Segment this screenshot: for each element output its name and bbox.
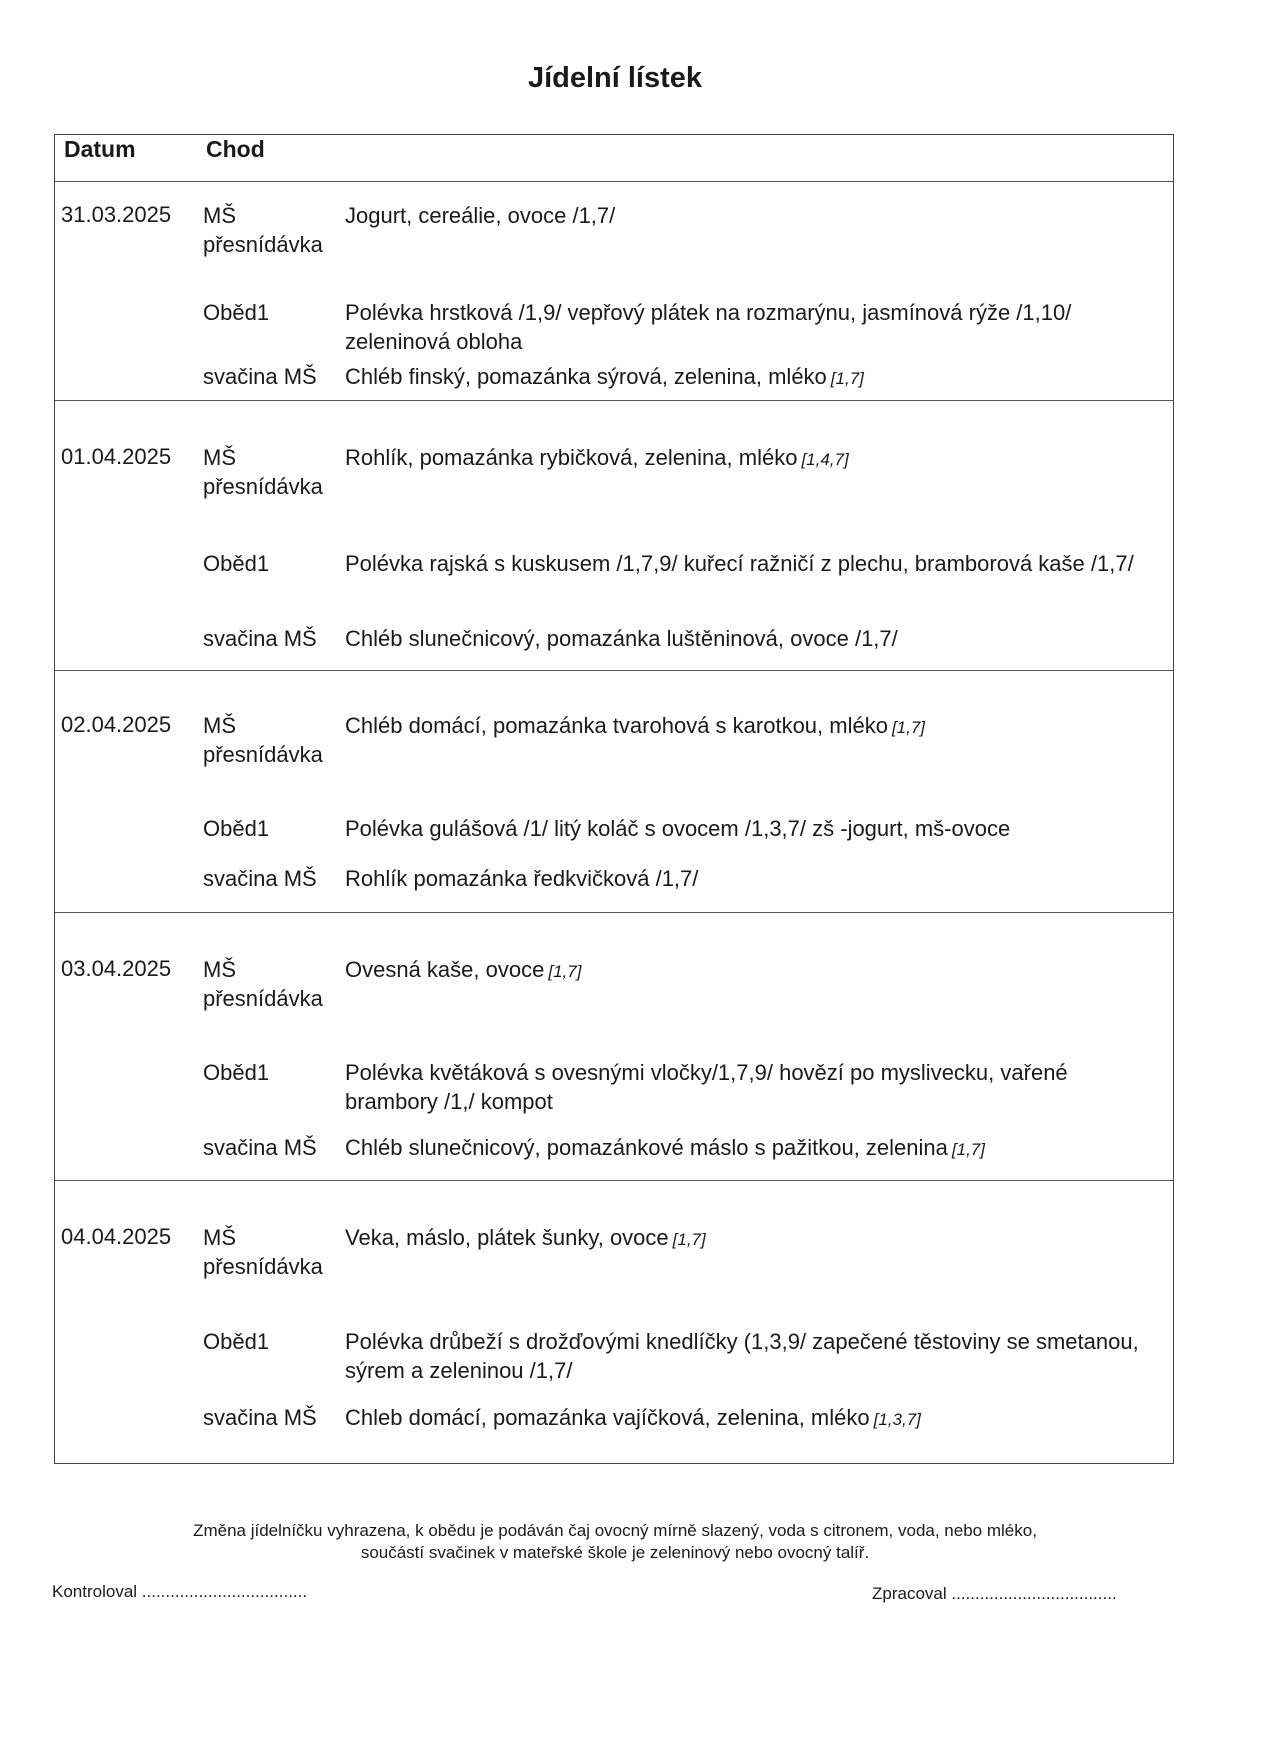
lunch-dish: Polévka gulášová /1/ litý koláč s ovocem /1,3,7/ zš -jogurt, mš-ovoce [345,816,1011,841]
allergen-note: [1,4,7] [801,450,849,469]
allergen-note: [1,7] [548,962,582,981]
course-snack-label: MŠ přesnídávka [203,713,323,767]
table-header [55,135,1173,182]
header-date: Datum [64,136,136,162]
course-snack-label: MŠ přesnídávka [203,1225,323,1279]
snack-dish [345,711,1155,742]
snack-dish [345,443,1155,474]
day-date: 01.04.2025 [61,444,172,469]
course-lunch-label: Oběd1 [203,1329,270,1354]
allergen-note: [1,7] [672,1230,706,1249]
day-row [55,181,1173,401]
lunch-dish: Polévka hrstková /1,9/ vepřový plátek na rozmarýnu, jasmínová rýže /1,10/ zeleninová obloha [345,300,1072,354]
afternoon-dish [345,624,1155,655]
dish-text: Chléb domácí, pomazánka tvarohová s karotkou, mléko [345,713,888,738]
afternoon-dish [345,864,1155,895]
header-course: Chod [206,136,265,162]
dish-text: Jogurt, cereálie, ovoce /1,7/ [345,203,616,228]
course-afternoon-label: svačina MŠ [203,866,317,891]
dish-text: Chléb finský, pomazánka sýrová, zelenina, mléko [345,364,827,389]
course-lunch-label: Oběd1 [203,1060,270,1085]
footer-note-line: součástí svačinek v mateřské škole je zeleninový nebo ovocný talíř. [360,1543,870,1562]
day-date: 03.04.2025 [61,956,172,981]
course-afternoon-label: svačina MŠ [203,1405,317,1430]
course-lunch-label: Oběd1 [203,300,270,325]
dish-text: Rohlík pomazánka ředkvičková /1,7/ [345,866,699,891]
snack-dish [345,955,1155,986]
dish-text: Veka, máslo, plátek šunky, ovoce [345,1225,669,1250]
allergen-note: [1,7] [830,369,864,388]
course-lunch-label: Oběd1 [203,551,270,576]
day-row [55,401,1173,671]
lunch-dish: Polévka drůbeží s drožďovými knedlíčky (1,3,9/ zapečené těstoviny se smetanou, sýrem a zeleninou /1,7/ [345,1329,1139,1383]
course-snack-label: MŠ přesnídávka [203,203,323,257]
afternoon-dish [345,362,1155,393]
prepared-by-signature-line: Zpracoval ................................... [872,1584,1117,1603]
dish-text: Chleb domácí, pomazánka vajíčková, zelenina, mléko [345,1405,870,1430]
lunch-dish: Polévka rajská s kuskusem /1,7,9/ kuřecí ražničí z plechu, bramborová kaše /1,7/ [345,551,1134,576]
footer-note-line: Změna jídelníčku vyhrazena, k obědu je podáván čaj ovocný mírně slazený, voda s citronem, voda, nebo mléko, [193,1521,1037,1540]
course-afternoon-label: svačina MŠ [203,364,317,389]
allergen-note: [1,3,7] [873,1410,921,1429]
allergen-note: [1,7] [951,1140,985,1159]
day-row [55,913,1173,1181]
day-date: 31.03.2025 [61,202,172,227]
snack-dish [345,201,1155,232]
checked-by-signature-line: Kontroloval ................................... [52,1582,308,1601]
dish-text: Chléb slunečnicový, pomazánka luštěninová, ovoce /1,7/ [345,626,898,651]
footer-note [0,1520,1230,1564]
day-date: 02.04.2025 [61,712,172,737]
course-afternoon-label: svačina MŠ [203,626,317,651]
afternoon-dish [345,1403,1155,1434]
page-title: Jídelní lístek [527,62,703,94]
dish-text: Chléb slunečnicový, pomazánkové máslo s pažitkou, zelenina [345,1135,948,1160]
dish-text: Rohlík, pomazánka rybičková, zelenina, mléko [345,445,798,470]
snack-dish [345,1223,1155,1254]
lunch-dish: Polévka květáková s ovesnými vločky/1,7,9/ hovězí po myslivecku, vařené brambory /1,/ kompot [345,1060,1068,1114]
course-snack-label: MŠ přesnídávka [203,445,323,499]
day-row [55,1181,1173,1461]
allergen-note: [1,7] [891,718,926,737]
menu-table [54,134,1174,1464]
course-snack-label: MŠ přesnídávka [203,957,323,1011]
day-date: 04.04.2025 [61,1224,172,1249]
day-row [55,671,1173,913]
course-lunch-label: Oběd1 [203,816,270,841]
course-afternoon-label: svačina MŠ [203,1135,317,1160]
dish-text: Ovesná kaše, ovoce [345,957,545,982]
afternoon-dish [345,1133,1155,1164]
